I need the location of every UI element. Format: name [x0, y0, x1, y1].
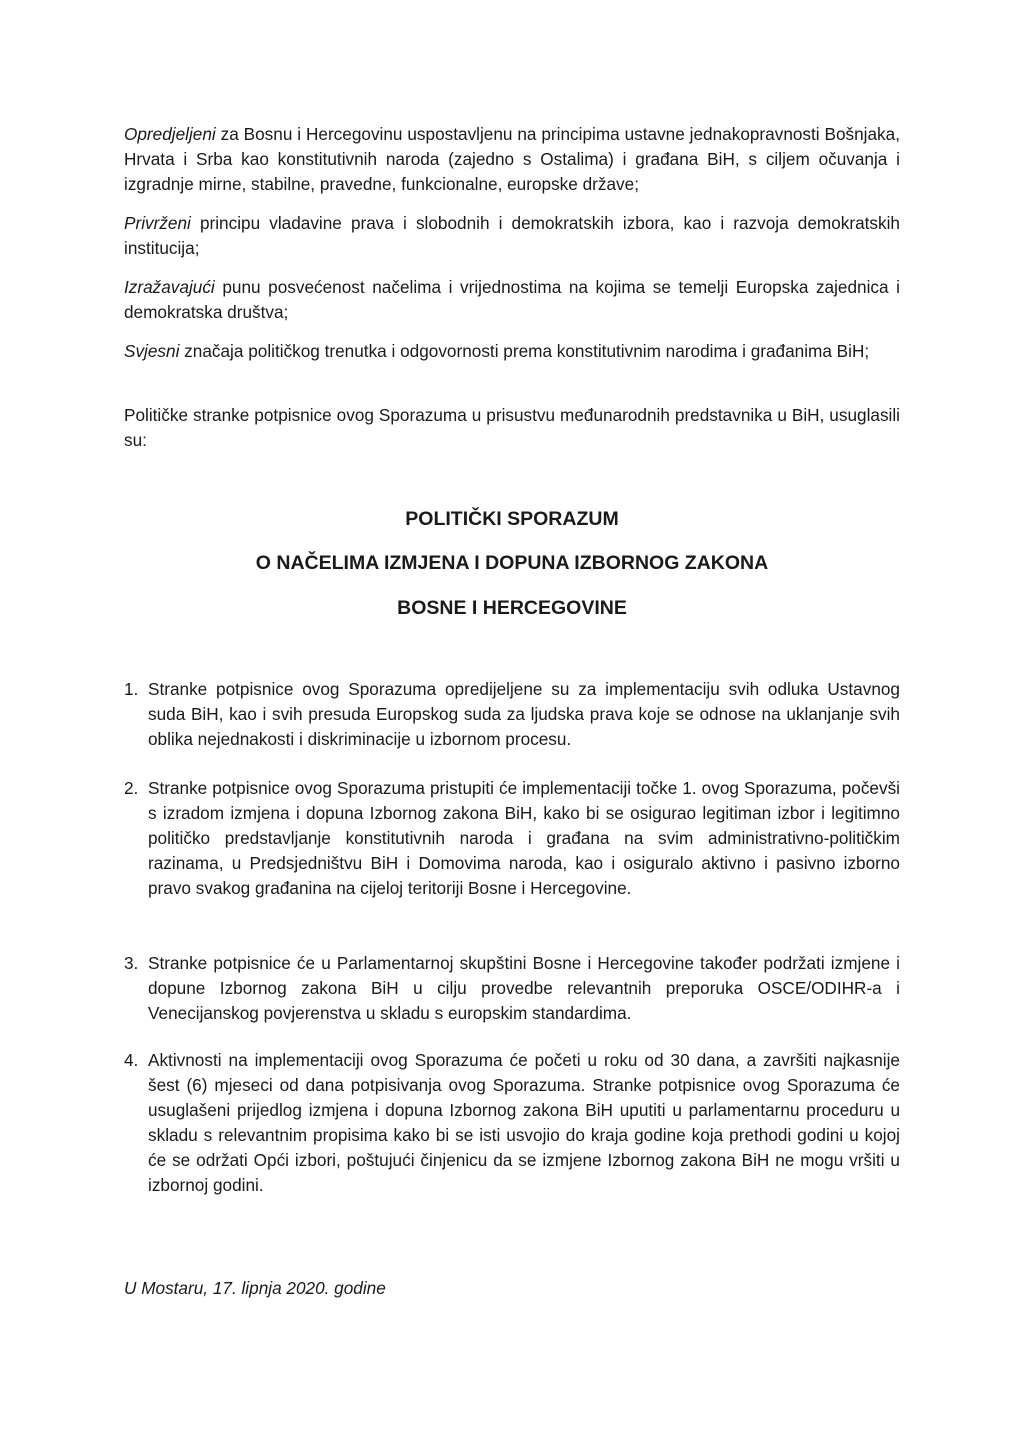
- item-number: 3.: [124, 953, 139, 973]
- item-text: Stranke potpisnice ovog Sporazuma opredijeljene su za implementaciju svih odluka Ustavnog suda BiH, kao i svih presuda Europskog suda za ljudska prava koje se odnose na uklanjanje svih oblika nejednakosti i diskriminacije u izbornom procesu.: [148, 679, 900, 749]
- preamble-paragraph-2: [124, 211, 900, 261]
- preamble-paragraph-4: [124, 339, 900, 364]
- agreement-item-1: [124, 677, 900, 752]
- preamble-lead-4: Svjesni: [124, 341, 180, 361]
- document-title-line-3: BOSNE I HERCEGOVINE: [397, 597, 627, 619]
- place-and-date: U Mostaru, 17. lipnja 2020. godine: [124, 1278, 386, 1298]
- document-title-line-1: POLITIČKI SPORAZUM: [405, 508, 619, 530]
- item-number: 1.: [124, 679, 139, 699]
- item-text: Stranke potpisnice će u Parlamentarnoj skupštini Bosne i Hercegovine također podržati izmjene i dopune Izbornog zakona BiH u cilju provedbe relevantnih preporuka OSCE/ODIHR-a i Venecijanskog povjerenstva u skladu s europskim standardima.: [148, 953, 900, 1023]
- preamble-lead-3: Izražavajući: [124, 277, 215, 297]
- preamble-lead-1: Opredjeljeni: [124, 124, 216, 144]
- preamble-paragraph-1: [124, 122, 900, 197]
- item-text: Stranke potpisnice ovog Sporazuma pristupiti će implementaciji točke 1. ovog Sporazuma, počevši s izradom izmjena i dopuna Izbornog zakona BiH, kako bi se osigurao legitiman izbor i legitimno političko predstavljanje konstitutivnih naroda i građana na svim administrativno-političkim razinama, u Predsjedništvu BiH i Domovima naroda, kao i osiguralo aktivno i pasivno izborno pravo svakog građanina na cijeloj teritoriji Bosne i Hercegovine.: [148, 778, 900, 898]
- item-number: 4.: [124, 1050, 139, 1070]
- agreement-item-2: [124, 776, 900, 901]
- item-text: Aktivnosti na implementaciji ovog Sporazuma će početi u roku od 30 dana, a završiti najkasnije šest (6) mjeseci od dana potpisivanja ovog Sporazuma. Stranke potpisnice ovog Sporazuma će usuglašeni prijedlog izmjena i dopuna Izbornog zakona BiH uputiti u parlamentarnu proceduru u skladu s relevantnim propisima kako bi se isti usvojio do kraja godine koja prethodi godini u kojoj će se održati Opći izbori, poštujući činjenicu da se izmjene Izbornog zakona BiH ne mogu vršiti u izbornoj godini.: [148, 1050, 900, 1195]
- preamble-lead-2: Privrženi: [124, 213, 191, 233]
- preamble-paragraph-5: [124, 403, 900, 453]
- preamble-text-2: principu vladavine prava i slobodnih i demokratskih izbora, kao i razvoja demokratskih institucija;: [124, 213, 900, 258]
- agreement-item-3: [124, 951, 900, 1026]
- preamble-text-3: punu posvećenost načelima i vrijednostima na kojima se temelji Europska zajednica i demokratska društva;: [124, 277, 900, 322]
- document-title-line-2: O NAČELIMA IZMJENA I DOPUNA IZBORNOG ZAKONA: [255, 552, 769, 574]
- preamble-text-1: za Bosnu i Hercegovinu uspostavljenu na principima ustavne jednakopravnosti Bošnjaka, Hrvata i Srba kao konstitutivnih naroda (zajedno s Ostalima) i građana BiH, s ciljem očuvanja i izgradnje mirne, stabilne, pravedne, funkcionalne, europske države;: [124, 124, 900, 194]
- preamble-paragraph-3: [124, 275, 900, 325]
- agreement-item-4: [124, 1048, 900, 1198]
- preamble-text-5: Političke stranke potpisnice ovog Sporazuma u prisustvu međunarodnih predstavnika u BiH, usuglasili su:: [124, 405, 900, 450]
- preamble-text-4: značaja političkog trenutka i odgovornosti prema konstitutivnim narodima i građanima BiH;: [179, 341, 870, 361]
- item-number: 2.: [124, 778, 139, 798]
